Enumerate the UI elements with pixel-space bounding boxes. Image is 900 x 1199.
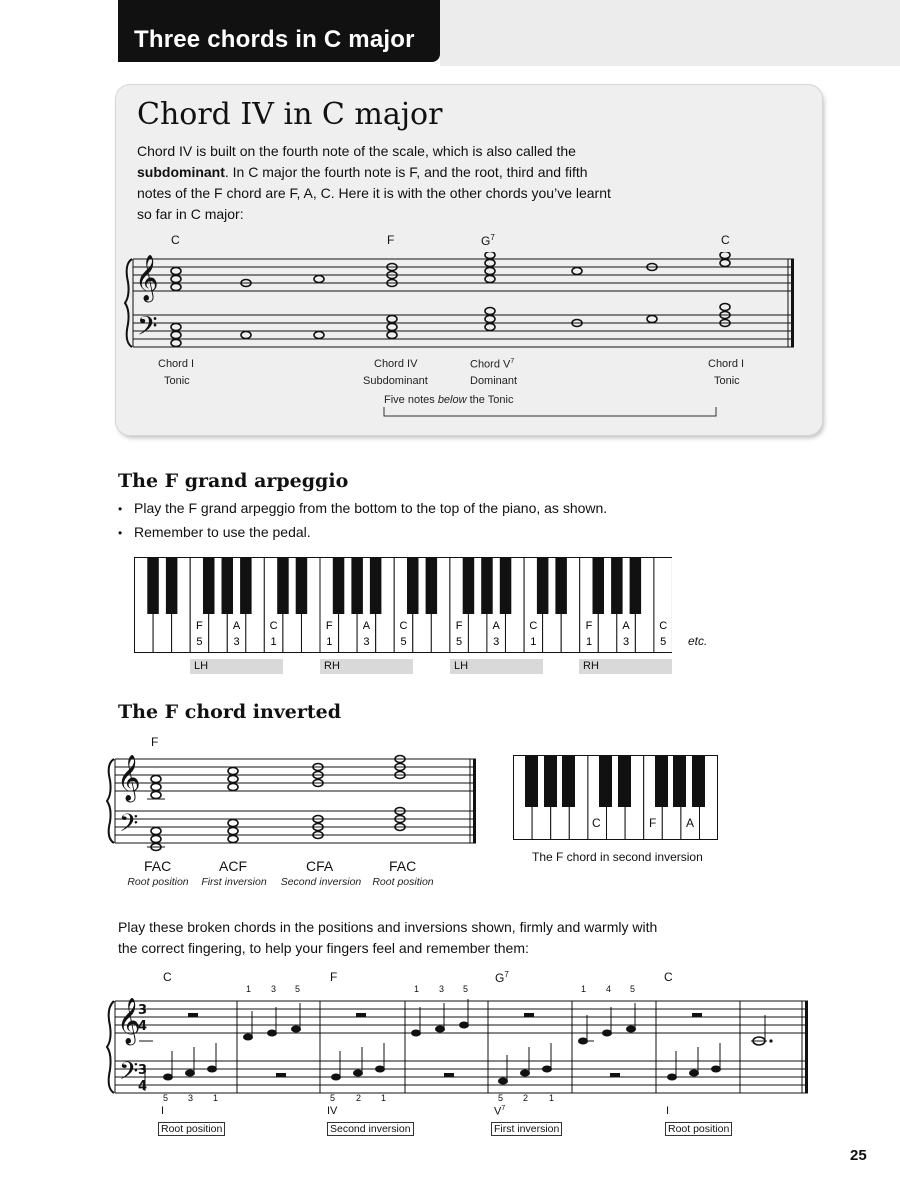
lh-finger-3-3: 1: [549, 1093, 555, 1103]
lh-finger-2-3: 1: [381, 1093, 387, 1103]
lh-finger-3-2: 2: [523, 1093, 529, 1103]
broken-label-f: F: [330, 970, 338, 984]
hand-label-rh-2: RH: [583, 660, 599, 672]
black-key: [296, 557, 308, 614]
five-notes-em: below: [437, 394, 467, 406]
arp-finger-label: 5: [400, 636, 407, 648]
arp-note-label: C: [529, 620, 538, 632]
arpeggio-bullet-1: [118, 497, 738, 521]
lh-finger-1-3: 1: [213, 1093, 219, 1103]
page-number: 25: [850, 1147, 867, 1164]
caption-chord-i-1: Chord I: [158, 358, 195, 370]
black-key: [370, 557, 382, 614]
lh-finger-1-2: 3: [188, 1093, 194, 1103]
broken-g: G: [495, 971, 505, 985]
broken-label-g7: [495, 970, 509, 985]
svg-text:𝄞: 𝄞: [117, 755, 141, 801]
caption-tonic-1: Tonic: [164, 375, 190, 387]
chord-v-sup: 7: [510, 358, 515, 365]
inv-name-2: First inversion: [201, 876, 267, 888]
arp-finger-label: 1: [326, 636, 333, 648]
time-sig-bottom-bass: 4: [138, 1079, 148, 1094]
broken-position-2: Second inversion: [327, 1122, 414, 1136]
roman-i-1: I: [161, 1105, 165, 1117]
arp-finger-label: 3: [233, 636, 240, 648]
hand-bar-lh-2: [450, 659, 543, 674]
arpeggio-bullet-2: [118, 521, 738, 545]
kb-note-c: C: [592, 816, 601, 830]
lh-finger-2-1: 5: [330, 1093, 336, 1103]
black-key: [333, 557, 345, 614]
svg-text:𝄢: 𝄢: [119, 1057, 139, 1092]
arp-finger-label: 1: [530, 636, 537, 648]
caption-subdominant: Subdominant: [363, 375, 428, 387]
broken-position-3: First inversion: [491, 1122, 562, 1136]
caption-tonic-2: Tonic: [714, 375, 740, 387]
rh-finger-1-3: 5: [295, 984, 301, 994]
time-sig-bottom-treble: 4: [138, 1019, 148, 1034]
arp-note-label: F: [585, 620, 593, 632]
five-notes-below-caption: [384, 394, 513, 406]
arp-finger-label: 5: [456, 636, 463, 648]
caption-chord-v7: [470, 358, 514, 371]
broken-g7-sup: 7: [504, 970, 509, 979]
inv-notes-2: ACF: [219, 858, 247, 874]
chord-iv-intro: [137, 141, 617, 225]
page-title: Three chords in C major: [134, 26, 415, 53]
time-sig-top-bass: 3: [138, 1063, 148, 1078]
black-key: [537, 557, 549, 614]
bullet-text-2: Remember to use the pedal.: [134, 524, 311, 540]
chord-label-f: F: [387, 233, 395, 247]
arp-note-label: C: [659, 620, 668, 632]
kb-note-a: A: [686, 816, 695, 830]
g7-superscript: 7: [490, 233, 495, 242]
roman-v: V: [494, 1105, 502, 1118]
arpeggio-bullets: [118, 497, 738, 545]
rh-finger-3-1: 1: [581, 984, 587, 994]
svg-text:𝄢: 𝄢: [137, 310, 158, 348]
hand-bar-rh-1: [320, 659, 413, 674]
roman-v-sup: 7: [501, 1105, 506, 1112]
black-key: [166, 557, 178, 614]
black-key: [351, 557, 363, 614]
time-sig-top-treble: 3: [138, 1003, 148, 1018]
broken-position-4: Root position: [665, 1122, 732, 1136]
keyboard-caption: The F chord in second inversion: [532, 850, 703, 864]
inv-name-3: Second inversion: [280, 876, 362, 888]
rh-finger-1-1: 1: [246, 984, 252, 994]
etc-label: etc.: [688, 634, 708, 648]
header-background-strip: [440, 0, 900, 66]
chord-v-text: Chord V: [470, 358, 511, 371]
black-key: [222, 557, 234, 614]
arp-finger-label: 5: [196, 636, 203, 648]
black-key: [463, 557, 475, 614]
arp-finger-label: 3: [363, 636, 370, 648]
broken-label-c1: C: [163, 970, 172, 984]
black-key: [147, 557, 159, 614]
black-key: [240, 557, 252, 614]
lh-finger-2-2: 2: [356, 1093, 362, 1103]
intro-text-2: . In C major the fourth note is F, and the root, third and fifth notes of the F chord are F, A, C. Here it is with the other chords you’ve learnt so far in C major:: [137, 164, 611, 222]
intro-text-1: Chord IV is built on the fourth note of the scale, which is also called the: [137, 143, 576, 159]
rh-finger-2-2: 3: [439, 984, 445, 994]
five-notes-pre: Five notes: [384, 394, 438, 406]
black-key: [426, 557, 438, 614]
black-key: [277, 557, 289, 614]
arp-finger-label: 3: [623, 636, 630, 648]
roman-iv: IV: [327, 1105, 338, 1117]
arp-note-label: A: [232, 620, 241, 632]
rh-finger-3-3: 5: [630, 984, 636, 994]
broken-chords-staff: [104, 994, 810, 1094]
caption-dominant: Dominant: [470, 375, 518, 387]
roman-v7: [494, 1105, 505, 1118]
broken-position-1: Root position: [158, 1122, 225, 1136]
chord-label-c1: C: [171, 233, 180, 247]
g-label: G: [481, 234, 491, 248]
arp-note-label: C: [399, 620, 408, 632]
arp-note-label: F: [325, 620, 333, 632]
broken-chords-instruction: Play these broken chords in the positions and inversions shown, firmly and warmly with the correct fingering, to help your fingers feel and remember them:: [118, 919, 658, 956]
svg-text:𝄢: 𝄢: [119, 809, 139, 844]
svg-text:𝄞: 𝄞: [117, 998, 141, 1044]
rh-finger-1-2: 3: [271, 984, 277, 994]
black-key: [500, 557, 512, 614]
rh-finger-2-1: 1: [414, 984, 420, 994]
inv-notes-3: CFA: [306, 858, 334, 874]
lh-finger-3-1: 5: [498, 1093, 504, 1103]
f-inversions-staff: [104, 752, 478, 852]
black-key: [407, 557, 419, 614]
svg-text:𝄞: 𝄞: [135, 255, 159, 301]
arp-note-label: F: [455, 620, 463, 632]
black-key: [593, 557, 605, 614]
caption-chord-i-2: Chord I: [708, 358, 745, 370]
arp-note-label: C: [269, 620, 278, 632]
five-notes-post: the Tonic: [466, 394, 514, 406]
hand-label-rh-1: RH: [324, 660, 340, 672]
roman-i-2: I: [666, 1105, 670, 1117]
arp-note-label: A: [622, 620, 630, 632]
black-key: [555, 557, 567, 614]
inv-notes-1: FAC: [144, 858, 172, 874]
bullet-text-1: Play the F grand arpeggio from the bottom to the top of the piano, as shown.: [134, 500, 608, 516]
chord-label-g7: [481, 233, 495, 248]
five-notes-bracket: [383, 406, 719, 418]
arpeggio-heading: The F grand arpeggio: [118, 470, 349, 492]
page-title-tab: [118, 0, 440, 62]
inverted-heading: The F chord inverted: [118, 701, 342, 723]
rh-finger-3-2: 4: [606, 984, 612, 994]
intro-bold: subdominant: [137, 164, 225, 180]
black-key: [481, 557, 493, 614]
arp-finger-label: 3: [493, 636, 500, 648]
arpeggio-keyboard: [134, 557, 672, 653]
caption-chord-iv: Chord IV: [374, 358, 418, 370]
black-key: [630, 557, 642, 614]
hand-bar-rh-2: [579, 659, 672, 674]
black-key: [203, 557, 215, 614]
hand-label-lh-2: LH: [454, 660, 469, 672]
arp-finger-label: 1: [585, 636, 593, 648]
inverted-chord-label: F: [151, 735, 159, 749]
hand-bar-lh-1: [190, 659, 283, 674]
arp-finger-label: 5: [660, 636, 667, 648]
rh-finger-2-3: 5: [463, 984, 469, 994]
inv-name-1: Root position: [127, 876, 189, 888]
kb-note-f: F: [649, 816, 657, 830]
arp-note-label: F: [196, 620, 203, 632]
hand-label-lh-1: LH: [194, 660, 209, 672]
arp-note-label: A: [492, 620, 500, 632]
inv-notes-4: FAC: [389, 858, 417, 874]
broken-label-c2: C: [664, 970, 673, 984]
chord-iv-heading: Chord IV in C major: [137, 97, 443, 132]
inv-name-4: Root position: [372, 876, 434, 888]
arp-finger-label: 1: [270, 636, 277, 648]
chord-label-c2: C: [721, 233, 730, 247]
lh-finger-1-1: 5: [163, 1093, 169, 1103]
arp-note-label: A: [362, 620, 371, 632]
chord-progression-staff: [124, 252, 800, 356]
black-key: [611, 557, 623, 614]
